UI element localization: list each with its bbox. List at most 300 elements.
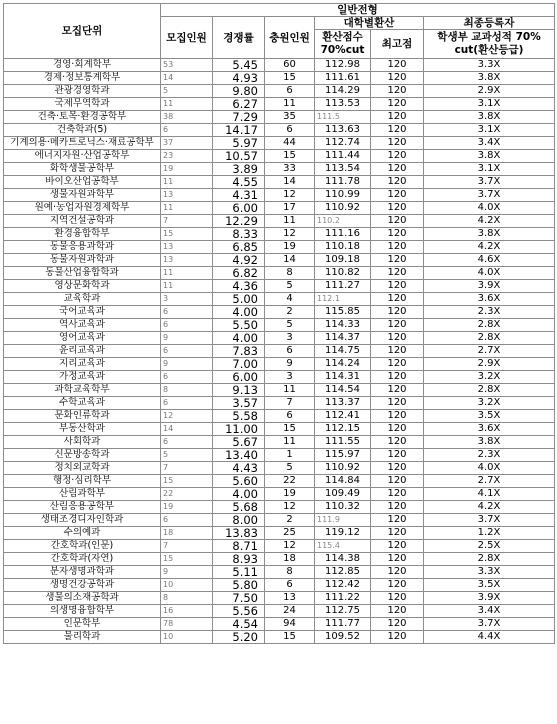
- cell-max-score: 120: [371, 384, 424, 397]
- cell-quota: 6: [161, 319, 213, 332]
- table-row: [4, 215, 555, 228]
- cell-quota: 7: [161, 462, 213, 475]
- cell-competition: 5.80: [213, 579, 265, 592]
- cell-grade-cut: 3.3X: [424, 59, 555, 72]
- cell-competition: 4.93: [213, 72, 265, 85]
- cell-score: 115.85: [315, 306, 371, 319]
- cell-fill: 12: [265, 540, 315, 553]
- cell-score: 109.52: [315, 631, 371, 644]
- cell-max-score: 120: [371, 111, 424, 124]
- cell-competition: 4.00: [213, 488, 265, 501]
- cell-unit: 영어교육과: [4, 332, 161, 345]
- table-row: [4, 137, 555, 150]
- cell-grade-cut: 3.8X: [424, 436, 555, 449]
- cell-grade-cut: 2.5X: [424, 540, 555, 553]
- cell-unit: 관광경영학과: [4, 85, 161, 98]
- cell-grade-cut: 3.6X: [424, 423, 555, 436]
- header-unit: 모집단위: [4, 4, 161, 59]
- table-row: [4, 384, 555, 397]
- table-row: [4, 579, 555, 592]
- cell-quota: 11: [161, 280, 213, 293]
- cell-grade-cut: 3.8X: [424, 228, 555, 241]
- cell-fill: 25: [265, 527, 315, 540]
- cell-fill: 5: [265, 319, 315, 332]
- cell-unit: 가정교육과: [4, 371, 161, 384]
- cell-score: 114.38: [315, 553, 371, 566]
- cell-grade-cut: 3.8X: [424, 72, 555, 85]
- cell-max-score: 120: [371, 423, 424, 436]
- cell-score: 111.16: [315, 228, 371, 241]
- cell-score: 113.63: [315, 124, 371, 137]
- cell-score: 114.33: [315, 319, 371, 332]
- cell-grade-cut: 3.8X: [424, 150, 555, 163]
- cell-unit: 문화인류학과: [4, 410, 161, 423]
- cell-score: 112.15: [315, 423, 371, 436]
- table-row: [4, 241, 555, 254]
- cell-quota: 23: [161, 150, 213, 163]
- cell-competition: 4.92: [213, 254, 265, 267]
- cell-grade-cut: 2.3X: [424, 449, 555, 462]
- header-score: [315, 30, 371, 59]
- table-row: [4, 358, 555, 371]
- cell-score: 114.54: [315, 384, 371, 397]
- cell-grade-cut: 4.4X: [424, 631, 555, 644]
- cell-quota: 10: [161, 579, 213, 592]
- cell-score: 111.9: [315, 514, 371, 527]
- cell-competition: 8.00: [213, 514, 265, 527]
- cell-fill: 6: [265, 410, 315, 423]
- cell-competition: 4.31: [213, 189, 265, 202]
- table-row: [4, 436, 555, 449]
- cell-max-score: 120: [371, 202, 424, 215]
- cell-max-score: 120: [371, 228, 424, 241]
- cell-unit: 산림과학부: [4, 488, 161, 501]
- cell-competition: 6.00: [213, 371, 265, 384]
- cell-grade-cut: 4.0X: [424, 267, 555, 280]
- cell-unit: 에너지자원·산업공학부: [4, 150, 161, 163]
- cell-quota: 11: [161, 176, 213, 189]
- table-row: [4, 553, 555, 566]
- cell-competition: 14.17: [213, 124, 265, 137]
- header-score-line2: 70%cut: [320, 44, 365, 56]
- cell-quota: 6: [161, 371, 213, 384]
- cell-max-score: 120: [371, 215, 424, 228]
- table-row: [4, 592, 555, 605]
- cell-unit: 행정·심리학부: [4, 475, 161, 488]
- table-row: [4, 85, 555, 98]
- cell-fill: 60: [265, 59, 315, 72]
- cell-max-score: 120: [371, 605, 424, 618]
- cell-score: 114.24: [315, 358, 371, 371]
- cell-competition: 4.54: [213, 618, 265, 631]
- cell-competition: 5.50: [213, 319, 265, 332]
- cell-competition: 5.11: [213, 566, 265, 579]
- table-row: [4, 306, 555, 319]
- cell-unit: 분자생명과학과: [4, 566, 161, 579]
- table-row: [4, 267, 555, 280]
- cell-max-score: 120: [371, 98, 424, 111]
- cell-unit: 과학교육학부: [4, 384, 161, 397]
- table-row: [4, 449, 555, 462]
- cell-competition: 11.00: [213, 423, 265, 436]
- cell-fill: 14: [265, 176, 315, 189]
- cell-score: 114.29: [315, 85, 371, 98]
- cell-competition: 7.00: [213, 358, 265, 371]
- table-row: [4, 566, 555, 579]
- cell-unit: 간호학과(인문): [4, 540, 161, 553]
- cell-fill: 11: [265, 436, 315, 449]
- header-general-admission: 일반전형: [161, 4, 555, 17]
- cell-fill: 12: [265, 228, 315, 241]
- cell-competition: 5.97: [213, 137, 265, 150]
- cell-competition: 5.56: [213, 605, 265, 618]
- cell-competition: 9.80: [213, 85, 265, 98]
- cell-grade-cut: 2.8X: [424, 332, 555, 345]
- cell-quota: 11: [161, 267, 213, 280]
- cell-max-score: 120: [371, 462, 424, 475]
- table-row: [4, 605, 555, 618]
- cell-max-score: 120: [371, 72, 424, 85]
- cell-grade-cut: 3.6X: [424, 293, 555, 306]
- cell-grade-cut: 2.8X: [424, 384, 555, 397]
- cell-competition: 8.71: [213, 540, 265, 553]
- cell-grade-cut: 2.9X: [424, 358, 555, 371]
- cell-score: 111.61: [315, 72, 371, 85]
- cell-quota: 19: [161, 163, 213, 176]
- cell-competition: 10.57: [213, 150, 265, 163]
- cell-score: 111.77: [315, 618, 371, 631]
- admission-results-table: [3, 3, 555, 644]
- header-fill: 충원인원: [265, 17, 315, 59]
- table-row: [4, 72, 555, 85]
- cell-fill: 11: [265, 384, 315, 397]
- cell-fill: 13: [265, 592, 315, 605]
- cell-max-score: 120: [371, 319, 424, 332]
- cell-unit: 경제·정보통계학부: [4, 72, 161, 85]
- cell-max-score: 120: [371, 332, 424, 345]
- cell-max-score: 120: [371, 592, 424, 605]
- cell-unit: 기계의용·메카트로닉스·재료공학부: [4, 137, 161, 150]
- cell-quota: 9: [161, 566, 213, 579]
- cell-fill: 3: [265, 332, 315, 345]
- cell-fill: 12: [265, 189, 315, 202]
- cell-unit: 수학교육과: [4, 397, 161, 410]
- cell-quota: 14: [161, 423, 213, 436]
- table-row: [4, 618, 555, 631]
- cell-grade-cut: 4.6X: [424, 254, 555, 267]
- cell-grade-cut: 4.2X: [424, 215, 555, 228]
- cell-unit: 바이오산업공학부: [4, 176, 161, 189]
- cell-grade-cut: 1.2X: [424, 527, 555, 540]
- cell-quota: 6: [161, 397, 213, 410]
- cell-unit: 동물산업융합학과: [4, 267, 161, 280]
- cell-quota: 5: [161, 85, 213, 98]
- cell-unit: 교육학과: [4, 293, 161, 306]
- cell-grade-cut: 3.5X: [424, 579, 555, 592]
- cell-unit: 생명건강공학과: [4, 579, 161, 592]
- header-grade-cut: [424, 30, 555, 59]
- cell-quota: 37: [161, 137, 213, 150]
- cell-grade-cut: 2.9X: [424, 85, 555, 98]
- cell-fill: 19: [265, 241, 315, 254]
- cell-competition: 4.00: [213, 332, 265, 345]
- cell-competition: 6.00: [213, 202, 265, 215]
- cell-max-score: 120: [371, 280, 424, 293]
- cell-score: 112.42: [315, 579, 371, 592]
- cell-quota: 6: [161, 436, 213, 449]
- cell-unit: 간호학과(자연): [4, 553, 161, 566]
- cell-max-score: 120: [371, 540, 424, 553]
- cell-quota: 53: [161, 59, 213, 72]
- cell-fill: 4: [265, 293, 315, 306]
- cell-score: 110.2: [315, 215, 371, 228]
- cell-competition: 4.00: [213, 306, 265, 319]
- cell-competition: 7.50: [213, 592, 265, 605]
- table-row: [4, 98, 555, 111]
- cell-quota: 8: [161, 384, 213, 397]
- cell-max-score: 120: [371, 293, 424, 306]
- cell-grade-cut: 3.7X: [424, 189, 555, 202]
- cell-quota: 15: [161, 553, 213, 566]
- cell-fill: 35: [265, 111, 315, 124]
- cell-max-score: 120: [371, 345, 424, 358]
- table-row: [4, 150, 555, 163]
- cell-fill: 5: [265, 462, 315, 475]
- cell-grade-cut: 3.2X: [424, 397, 555, 410]
- cell-fill: 1: [265, 449, 315, 462]
- cell-grade-cut: 3.7X: [424, 514, 555, 527]
- cell-max-score: 120: [371, 475, 424, 488]
- cell-grade-cut: 3.4X: [424, 137, 555, 150]
- cell-fill: 2: [265, 514, 315, 527]
- cell-fill: 8: [265, 566, 315, 579]
- cell-score: 112.1: [315, 293, 371, 306]
- cell-score: 115.4: [315, 540, 371, 553]
- cell-quota: 6: [161, 514, 213, 527]
- cell-quota: 7: [161, 540, 213, 553]
- cell-grade-cut: 4.0X: [424, 202, 555, 215]
- table-row: [4, 488, 555, 501]
- header-quota: 모집인원: [161, 17, 213, 59]
- cell-quota: 12: [161, 410, 213, 423]
- cell-grade-cut: 3.3X: [424, 566, 555, 579]
- cell-grade-cut: 3.7X: [424, 176, 555, 189]
- cell-unit: 물리학과: [4, 631, 161, 644]
- cell-unit: 영상문화학과: [4, 280, 161, 293]
- cell-quota: 6: [161, 124, 213, 137]
- cell-quota: 6: [161, 306, 213, 319]
- cell-quota: 9: [161, 358, 213, 371]
- table-row: [4, 319, 555, 332]
- cell-unit: 경영·회계학부: [4, 59, 161, 72]
- cell-max-score: 120: [371, 631, 424, 644]
- cell-score: 110.92: [315, 462, 371, 475]
- cell-grade-cut: 4.2X: [424, 241, 555, 254]
- cell-max-score: 120: [371, 241, 424, 254]
- cell-max-score: 120: [371, 514, 424, 527]
- cell-quota: 78: [161, 618, 213, 631]
- cell-unit: 환경융합학부: [4, 228, 161, 241]
- cell-fill: 6: [265, 345, 315, 358]
- cell-quota: 14: [161, 72, 213, 85]
- table-row: [4, 423, 555, 436]
- cell-grade-cut: 3.4X: [424, 605, 555, 618]
- cell-max-score: 120: [371, 124, 424, 137]
- cell-max-score: 120: [371, 358, 424, 371]
- cell-score: 113.54: [315, 163, 371, 176]
- cell-grade-cut: 4.2X: [424, 501, 555, 514]
- cell-unit: 정치외교학과: [4, 462, 161, 475]
- cell-fill: 15: [265, 72, 315, 85]
- cell-grade-cut: 3.9X: [424, 280, 555, 293]
- table-row: [4, 631, 555, 644]
- cell-max-score: 120: [371, 579, 424, 592]
- cell-grade-cut: 3.1X: [424, 163, 555, 176]
- cell-competition: 5.60: [213, 475, 265, 488]
- header-score-line1: 환산점수: [322, 31, 363, 43]
- cell-fill: 7: [265, 397, 315, 410]
- cell-grade-cut: 2.7X: [424, 345, 555, 358]
- cell-competition: 3.57: [213, 397, 265, 410]
- cell-competition: 5.67: [213, 436, 265, 449]
- cell-competition: 4.36: [213, 280, 265, 293]
- table-row: [4, 59, 555, 72]
- cell-score: 111.44: [315, 150, 371, 163]
- cell-grade-cut: 4.0X: [424, 462, 555, 475]
- table-row: [4, 397, 555, 410]
- cell-score: 111.22: [315, 592, 371, 605]
- cell-unit: 국제무역학과: [4, 98, 161, 111]
- cell-grade-cut: 3.5X: [424, 410, 555, 423]
- cell-competition: 3.89: [213, 163, 265, 176]
- cell-unit: 의생명융합학부: [4, 605, 161, 618]
- cell-score: 112.75: [315, 605, 371, 618]
- cell-fill: 94: [265, 618, 315, 631]
- cell-score: 114.31: [315, 371, 371, 384]
- table-row: [4, 202, 555, 215]
- cell-max-score: 120: [371, 176, 424, 189]
- cell-unit: 생태조경디자인학과: [4, 514, 161, 527]
- cell-competition: 8.33: [213, 228, 265, 241]
- cell-score: 112.85: [315, 566, 371, 579]
- cell-score: 109.18: [315, 254, 371, 267]
- cell-unit: 사회학과: [4, 436, 161, 449]
- cell-fill: 14: [265, 254, 315, 267]
- table-row: [4, 345, 555, 358]
- cell-max-score: 120: [371, 306, 424, 319]
- cell-score: 113.37: [315, 397, 371, 410]
- cell-competition: 4.43: [213, 462, 265, 475]
- cell-unit: 지역건설공학과: [4, 215, 161, 228]
- cell-max-score: 120: [371, 449, 424, 462]
- cell-quota: 11: [161, 202, 213, 215]
- cell-score: 110.82: [315, 267, 371, 280]
- cell-unit: 생물자원과학부: [4, 189, 161, 202]
- cell-score: 110.99: [315, 189, 371, 202]
- cell-max-score: 120: [371, 59, 424, 72]
- cell-score: 114.84: [315, 475, 371, 488]
- cell-fill: 2: [265, 306, 315, 319]
- cell-grade-cut: 3.1X: [424, 124, 555, 137]
- cell-unit: 동물응용과학과: [4, 241, 161, 254]
- cell-unit: 건축·토목·환경공학부: [4, 111, 161, 124]
- cell-fill: 12: [265, 501, 315, 514]
- cell-fill: 6: [265, 85, 315, 98]
- cell-unit: 수의예과: [4, 527, 161, 540]
- cell-score: 111.27: [315, 280, 371, 293]
- cell-fill: 3: [265, 371, 315, 384]
- cell-fill: 22: [265, 475, 315, 488]
- cell-grade-cut: 2.7X: [424, 475, 555, 488]
- cell-max-score: 120: [371, 397, 424, 410]
- cell-competition: 6.27: [213, 98, 265, 111]
- cell-fill: 8: [265, 267, 315, 280]
- cell-competition: 13.40: [213, 449, 265, 462]
- cell-competition: 5.20: [213, 631, 265, 644]
- cell-fill: 19: [265, 488, 315, 501]
- cell-fill: 15: [265, 631, 315, 644]
- cell-score: 113.53: [315, 98, 371, 111]
- cell-unit: 부동산학과: [4, 423, 161, 436]
- cell-fill: 6: [265, 579, 315, 592]
- cell-fill: 18: [265, 553, 315, 566]
- cell-unit: 화학생물공학부: [4, 163, 161, 176]
- table-row: [4, 163, 555, 176]
- cell-max-score: 120: [371, 436, 424, 449]
- cell-grade-cut: 2.3X: [424, 306, 555, 319]
- table-row: [4, 124, 555, 137]
- cell-quota: 15: [161, 475, 213, 488]
- cell-score: 114.37: [315, 332, 371, 345]
- cell-unit: 산림응용공학부: [4, 501, 161, 514]
- cell-max-score: 120: [371, 501, 424, 514]
- cell-score: 110.32: [315, 501, 371, 514]
- cell-grade-cut: 4.1X: [424, 488, 555, 501]
- cell-competition: 13.83: [213, 527, 265, 540]
- cell-unit: 건축학과(5): [4, 124, 161, 137]
- cell-competition: 7.29: [213, 111, 265, 124]
- cell-quota: 8: [161, 592, 213, 605]
- cell-max-score: 120: [371, 267, 424, 280]
- cell-fill: 6: [265, 124, 315, 137]
- cell-max-score: 120: [371, 553, 424, 566]
- cell-competition: 12.29: [213, 215, 265, 228]
- cell-competition: 5.68: [213, 501, 265, 514]
- table-row: [4, 371, 555, 384]
- cell-max-score: 120: [371, 618, 424, 631]
- cell-score: 111.78: [315, 176, 371, 189]
- header-max-score: 최고점: [371, 30, 424, 59]
- table-row: [4, 501, 555, 514]
- cell-quota: 18: [161, 527, 213, 540]
- cell-max-score: 120: [371, 150, 424, 163]
- cell-quota: 3: [161, 293, 213, 306]
- cell-score: 112.41: [315, 410, 371, 423]
- cell-competition: 6.82: [213, 267, 265, 280]
- cell-max-score: 120: [371, 410, 424, 423]
- cell-grade-cut: 3.9X: [424, 592, 555, 605]
- header-grade-line2: cut(환산등급): [454, 44, 524, 56]
- cell-score: 110.92: [315, 202, 371, 215]
- cell-unit: 신문방송학과: [4, 449, 161, 462]
- table-row: [4, 293, 555, 306]
- cell-fill: 11: [265, 98, 315, 111]
- table-row: [4, 540, 555, 553]
- cell-max-score: 120: [371, 254, 424, 267]
- cell-score: 119.12: [315, 527, 371, 540]
- cell-unit: 원예·농업자원경제학부: [4, 202, 161, 215]
- cell-fill: 24: [265, 605, 315, 618]
